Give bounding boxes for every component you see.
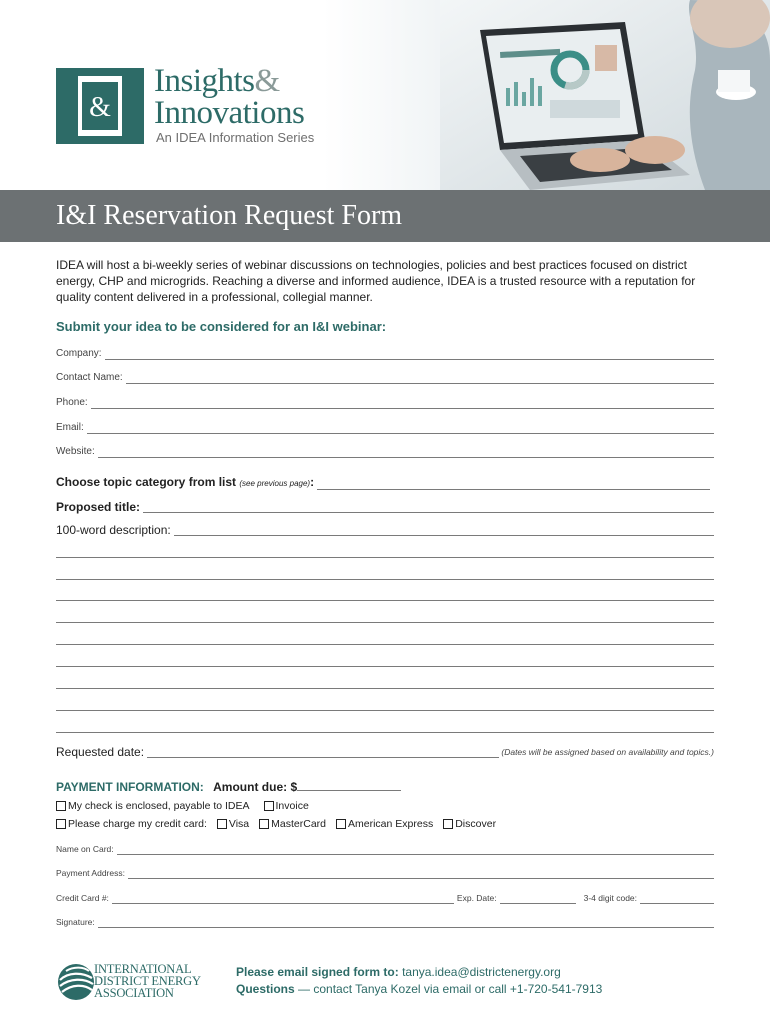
topic-line[interactable] [317, 480, 710, 490]
logo-word-insights: Insights& [154, 63, 280, 99]
questions-contact [236, 982, 602, 996]
digit-code-line[interactable] [640, 894, 714, 904]
header-banner [0, 0, 770, 190]
description-line[interactable] [56, 666, 714, 667]
signature-label: Signature: [56, 917, 95, 927]
amex-option[interactable] [336, 818, 433, 830]
questions-label: Questions [236, 982, 295, 996]
signature-line[interactable] [98, 918, 714, 928]
check-invoice-row [56, 799, 319, 813]
questions-text: — contact Tanya Kozel via email or call +1-720-541-7913 [298, 982, 603, 996]
intro-paragraph: IDEA will host a bi-weekly series of webinar discussions on technologies, policies and best practices focused on district energy, CHP and microgrids. Reaching a diverse and informed audience, IDEA is a trusted resource with a reputation for quality content delivered in a professional, collegial manner. [56, 258, 696, 304]
email-field[interactable] [56, 420, 714, 434]
charge-option[interactable] [56, 818, 207, 830]
payment-heading [56, 780, 401, 794]
visa-option[interactable] [217, 818, 249, 830]
discover-option[interactable] [443, 818, 496, 830]
description-line[interactable] [56, 732, 714, 733]
contact-name-label: Contact Name: [56, 372, 123, 383]
email-line[interactable] [87, 424, 714, 434]
topic-label: Choose topic category from list (see previous page): [56, 475, 315, 489]
idea-globe-icon [56, 962, 96, 1002]
credit-card-line[interactable] [112, 894, 454, 904]
logo-word-innovations: Innovations [154, 95, 305, 131]
contact-name-field[interactable] [56, 370, 714, 384]
svg-text:&: & [89, 92, 111, 123]
invoice-checkbox[interactable] [264, 801, 274, 811]
email-label: Email: [56, 422, 84, 433]
proposed-title-label: Proposed title: [56, 500, 141, 514]
visa-checkbox[interactable] [217, 819, 227, 829]
visa-label: Visa [228, 818, 250, 830]
contact-name-line[interactable] [126, 374, 714, 384]
phone-label: Phone: [56, 397, 88, 408]
laptop-photo [440, 0, 770, 190]
payment-address-label: Payment Address: [56, 868, 125, 878]
description-line[interactable] [174, 526, 714, 536]
charge-checkbox[interactable] [56, 819, 66, 829]
description-line[interactable] [56, 557, 714, 558]
proposed-title-field[interactable] [56, 499, 714, 513]
description-line[interactable] [56, 710, 714, 711]
website-line[interactable] [98, 448, 714, 458]
ii-logo-icon [56, 68, 144, 144]
description-line[interactable] [56, 622, 714, 623]
amex-checkbox[interactable] [336, 819, 346, 829]
payment-address-field[interactable] [56, 865, 714, 879]
idea-org-name: INTERNATIONAL DISTRICT ENERGY ASSOCIATION [94, 962, 201, 1000]
signature-field[interactable] [56, 914, 714, 928]
check-checkbox[interactable] [56, 801, 66, 811]
topic-field[interactable] [56, 476, 710, 490]
contact-email-link[interactable]: tanya.idea@districtenergy.org [402, 965, 561, 979]
invoice-option[interactable] [264, 800, 309, 812]
proposed-title-line[interactable] [143, 503, 714, 513]
phone-field[interactable] [56, 395, 714, 409]
credit-card-field-row [56, 890, 714, 904]
name-on-card-field[interactable] [56, 841, 714, 855]
credit-card-label: Credit Card #: [56, 893, 109, 903]
website-label: Website: [56, 446, 95, 457]
check-option[interactable] [56, 800, 250, 812]
name-on-card-line[interactable] [117, 845, 714, 855]
website-field[interactable] [56, 444, 714, 458]
company-label: Company: [56, 348, 102, 359]
logo-subtitle: An IDEA Information Series [156, 130, 315, 145]
credit-card-row [56, 817, 506, 831]
amount-due-label: Amount due: $ [213, 780, 298, 794]
description-field[interactable] [56, 522, 714, 536]
exp-date-label: Exp. Date: [456, 893, 497, 903]
discover-label: Discover [455, 818, 497, 830]
company-field[interactable] [56, 346, 714, 360]
name-on-card-label: Name on Card: [56, 844, 114, 854]
check-label: My check is enclosed, payable to IDEA [68, 800, 250, 812]
requested-date-line[interactable] [147, 748, 499, 758]
payment-address-line[interactable] [128, 869, 714, 879]
description-line[interactable] [56, 644, 714, 645]
email-instructions-label: Please email signed form to: [236, 965, 399, 979]
discover-checkbox[interactable] [443, 819, 453, 829]
invoice-label: Invoice [275, 800, 309, 812]
requested-date-field[interactable] [56, 744, 714, 758]
description-label: 100-word description: [56, 523, 171, 537]
requested-date-note: (Dates will be assigned based on availability and topics.) [501, 747, 714, 757]
charge-label: Please charge my credit card: [68, 818, 207, 830]
exp-date-line[interactable] [500, 894, 576, 904]
amount-due-line[interactable] [297, 781, 401, 791]
email-instructions [236, 965, 561, 979]
description-line[interactable] [56, 600, 714, 601]
submit-heading: Submit your idea to be considered for an I&I webinar: [56, 319, 387, 334]
description-line[interactable] [56, 579, 714, 580]
mastercard-checkbox[interactable] [259, 819, 269, 829]
digit-code-label: 3-4 digit code: [583, 893, 638, 903]
mastercard-label: MasterCard [271, 818, 327, 830]
payment-info-label: PAYMENT INFORMATION: [56, 780, 204, 794]
requested-date-label: Requested date: [56, 745, 145, 759]
mastercard-option[interactable] [259, 818, 326, 830]
description-line[interactable] [56, 688, 714, 689]
company-line[interactable] [105, 350, 714, 360]
phone-line[interactable] [91, 399, 714, 409]
amex-label: American Express [348, 818, 434, 830]
page-title: I&I Reservation Request Form [56, 200, 403, 231]
